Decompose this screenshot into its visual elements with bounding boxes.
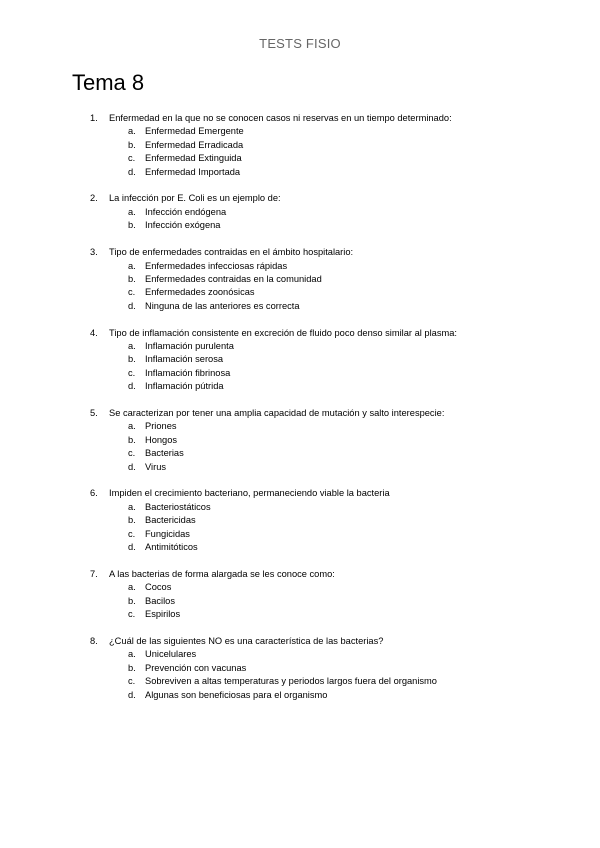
option-text: Unicelulares xyxy=(145,649,197,660)
option-item xyxy=(0,648,600,661)
option-letter: b. xyxy=(128,139,136,150)
option-text: Bacteriostáticos xyxy=(145,501,211,512)
option-text: Cocos xyxy=(145,582,172,593)
question-row xyxy=(0,112,600,125)
option-text: Espirilos xyxy=(145,609,181,620)
question-row xyxy=(0,407,600,420)
question-3 xyxy=(0,246,600,313)
option-text: Prevención con vacunas xyxy=(145,662,247,673)
option-item xyxy=(0,514,600,527)
option-item xyxy=(0,689,600,702)
option-item xyxy=(0,608,600,621)
question-number: 5. xyxy=(90,408,98,419)
option-letter: a. xyxy=(128,260,136,271)
option-list xyxy=(0,206,600,233)
option-text: Enfermedad Erradicada xyxy=(145,139,244,150)
question-text: Impiden el crecimiento bacteriano, permaneciendo viable la bacteria xyxy=(109,488,390,499)
option-letter: b. xyxy=(128,515,136,526)
option-item xyxy=(0,501,600,514)
question-text: Tipo de inflamación consistente en excreción de fluido poco denso similar al plasma: xyxy=(109,327,457,338)
option-item xyxy=(0,206,600,219)
option-list xyxy=(0,501,600,555)
question-8 xyxy=(0,635,600,702)
option-text: Hongos xyxy=(145,434,178,445)
option-item xyxy=(0,286,600,299)
question-row xyxy=(0,246,600,259)
option-list xyxy=(0,260,600,314)
option-text: Enfermedad Extinguida xyxy=(145,153,242,164)
option-letter: c. xyxy=(128,676,136,687)
option-letter: a. xyxy=(128,649,136,660)
option-letter: d. xyxy=(128,166,136,177)
option-text: Enfermedad Emergente xyxy=(145,126,244,137)
option-text: Sobreviven a altas temperaturas y periodos largos fuera del organismo xyxy=(145,676,437,687)
option-text: Inflamación purulenta xyxy=(145,340,234,351)
option-item xyxy=(0,166,600,179)
question-number: 4. xyxy=(90,327,98,338)
option-list xyxy=(0,581,600,621)
question-number: 8. xyxy=(90,636,98,646)
option-list xyxy=(0,125,600,179)
option-text: Algunas son beneficiosas para el organismo xyxy=(145,689,328,700)
option-item xyxy=(0,260,600,273)
option-text: Bactericidas xyxy=(145,515,196,526)
option-item xyxy=(0,434,600,447)
option-text: Ninguna de las anteriores es correcta xyxy=(145,300,300,311)
option-letter: c. xyxy=(128,528,136,539)
option-text: Bacilos xyxy=(145,595,175,606)
question-text: Se caracterizan por tener una amplia capacidad de mutación y salto interespecie: xyxy=(109,408,445,419)
option-text: Inflamación pútrida xyxy=(145,381,224,392)
option-text: Inflamación serosa xyxy=(145,354,224,365)
option-text: Priones xyxy=(145,421,177,432)
option-text: Infección endógena xyxy=(145,206,227,217)
option-text: Enfermedad Importada xyxy=(145,166,241,177)
option-item xyxy=(0,353,600,366)
option-letter: d. xyxy=(128,542,136,553)
option-item xyxy=(0,340,600,353)
question-7 xyxy=(0,568,600,622)
option-letter: c. xyxy=(128,287,136,298)
question-1 xyxy=(0,112,600,179)
option-text: Fungicidas xyxy=(145,528,190,539)
option-letter: a. xyxy=(128,206,136,217)
option-letter: a. xyxy=(128,340,136,351)
option-letter: b. xyxy=(128,354,136,365)
question-text: ¿Cuál de las siguientes NO es una característica de las bacterias? xyxy=(109,636,384,646)
question-text: Enfermedad en la que no se conocen casos ni reservas en un tiempo determinado: xyxy=(109,113,452,123)
question-number: 6. xyxy=(90,488,98,499)
option-item xyxy=(0,152,600,165)
option-letter: c. xyxy=(128,609,136,620)
option-letter: d. xyxy=(128,461,136,472)
question-row xyxy=(0,327,600,340)
option-letter: d. xyxy=(128,689,136,700)
option-item xyxy=(0,125,600,138)
option-text: Enfermedades zoonósicas xyxy=(145,287,255,298)
option-text: Antimitóticos xyxy=(145,542,198,553)
option-text: Virus xyxy=(145,461,167,472)
question-number: 1. xyxy=(90,113,98,123)
option-letter: b. xyxy=(128,273,136,284)
option-list xyxy=(0,340,600,394)
option-item xyxy=(0,675,600,688)
question-list xyxy=(0,112,600,715)
question-number: 3. xyxy=(90,247,98,258)
option-letter: a. xyxy=(128,501,136,512)
option-letter: d. xyxy=(128,381,136,392)
option-letter: b. xyxy=(128,595,136,606)
option-text: Enfermedades infecciosas rápidas xyxy=(145,260,288,271)
option-item xyxy=(0,461,600,474)
option-letter: b. xyxy=(128,434,136,445)
option-list xyxy=(0,648,600,702)
option-item xyxy=(0,420,600,433)
option-letter: d. xyxy=(128,300,136,311)
option-item xyxy=(0,367,600,380)
option-item xyxy=(0,139,600,152)
question-6 xyxy=(0,487,600,554)
option-item xyxy=(0,380,600,393)
option-letter: c. xyxy=(128,448,136,459)
page-title: Tema 8 xyxy=(72,70,145,95)
question-number: 2. xyxy=(90,193,98,204)
question-number: 7. xyxy=(90,568,98,579)
option-text: Inflamación fibrinosa xyxy=(145,367,231,378)
option-list xyxy=(0,420,600,474)
question-text: La infección por E. Coli es un ejemplo de: xyxy=(109,193,281,204)
option-item xyxy=(0,662,600,675)
question-row xyxy=(0,487,600,500)
option-item xyxy=(0,447,600,460)
question-row xyxy=(0,568,600,581)
option-letter: c. xyxy=(128,367,136,378)
question-text: A las bacterias de forma alargada se les conoce como: xyxy=(109,568,335,579)
option-item xyxy=(0,528,600,541)
option-item xyxy=(0,595,600,608)
question-row xyxy=(0,192,600,205)
option-item xyxy=(0,541,600,554)
option-letter: b. xyxy=(128,662,136,673)
option-letter: a. xyxy=(128,582,136,593)
option-item xyxy=(0,219,600,232)
option-text: Infección exógena xyxy=(145,220,221,231)
question-text: Tipo de enfermedades contraidas en el ámbito hospitalario: xyxy=(109,247,354,258)
option-text: Enfermedades contraidas en la comunidad xyxy=(145,273,322,284)
option-text: Bacterias xyxy=(145,448,184,459)
question-2 xyxy=(0,192,600,232)
option-item xyxy=(0,300,600,313)
option-item xyxy=(0,581,600,594)
page-header: TESTS FISIO xyxy=(259,36,341,51)
option-letter: b. xyxy=(128,220,136,231)
option-letter: c. xyxy=(128,153,136,164)
question-row xyxy=(0,635,600,648)
question-5 xyxy=(0,407,600,474)
question-4 xyxy=(0,327,600,394)
option-letter: a. xyxy=(128,421,136,432)
option-item xyxy=(0,273,600,286)
option-letter: a. xyxy=(128,126,136,137)
